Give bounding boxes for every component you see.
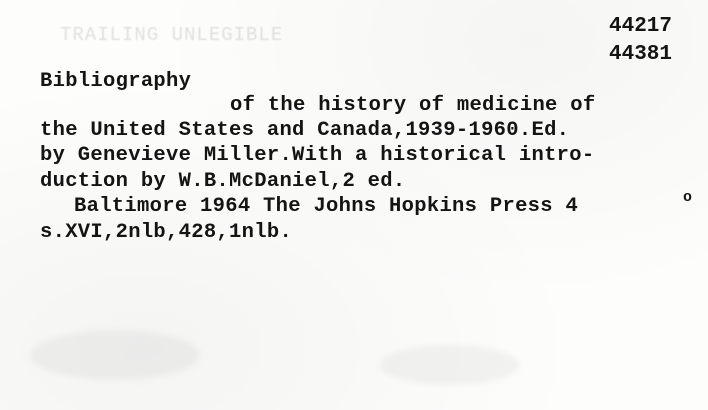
imprint-line: Baltimore 1964 The Johns Hopkins Press 4 bbox=[74, 195, 579, 218]
title-line-2: the United States and Canada,1939-1960.Ed. bbox=[40, 119, 570, 142]
call-number-secondary: 44381 bbox=[608, 43, 672, 66]
paper-smudge bbox=[380, 345, 520, 385]
collation-line: s.XVI,2nlb,428,1nlb. bbox=[40, 221, 293, 244]
entry-heading: Bibliography bbox=[40, 70, 192, 93]
paper-smudge bbox=[30, 330, 200, 380]
title-line-1: of the history of medicine of bbox=[230, 94, 596, 117]
format-superscript: o bbox=[683, 189, 693, 206]
editor-line: by Genevieve Miller.With a historical intro- bbox=[40, 144, 595, 167]
faint-offset-text: TRAILING UNLEGIBLE bbox=[60, 24, 284, 46]
introduction-line: duction by W.B.McDaniel,2 ed. bbox=[40, 170, 406, 193]
call-number-primary: 44217 bbox=[608, 15, 672, 38]
